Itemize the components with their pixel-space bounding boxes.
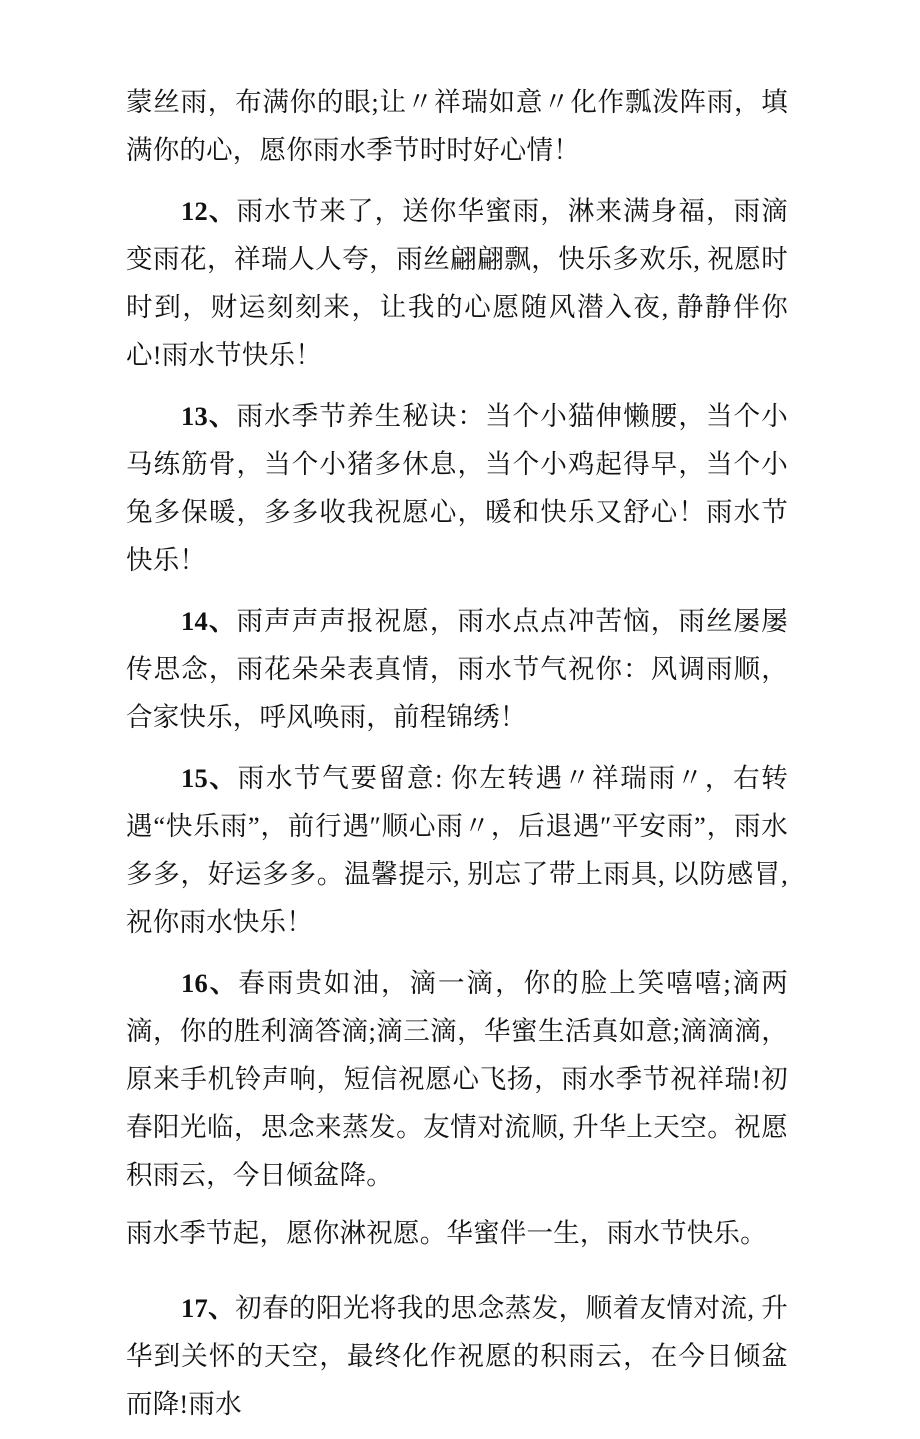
paragraph-text: 蒙丝雨，布满你的眼;让〃祥瑞如意〃化作瓢泼阵雨，填满你的心，愿你雨水季节时时好心情！: [126, 87, 788, 165]
paragraph-15: [126, 754, 788, 946]
paragraph-number-17: 17、: [181, 1293, 236, 1323]
document-text-body: [126, 78, 788, 1439]
paragraph-spacer: [126, 1268, 788, 1284]
paragraph-13: [126, 392, 788, 584]
paragraph-number-14: 14、: [181, 606, 237, 636]
paragraph-number-16: 16、: [181, 968, 239, 998]
paragraph-text: 雨水节气要留意: 你左转遇〃祥瑞雨〃，右转遇“快乐雨”，前行遇″顺心雨〃，后退遇″平安雨”，雨水多多，好运多多。温馨提示, 别忘了带上雨具, 以防感冒, 祝你雨水快乐！: [126, 763, 788, 937]
paragraph-16-continuation: [126, 1209, 788, 1257]
paragraph-continuation: [126, 78, 788, 174]
paragraph-number-12: 12、: [181, 196, 237, 226]
paragraph-12: [126, 187, 788, 379]
paragraph-17: [126, 1284, 788, 1428]
paragraph-14: [126, 597, 788, 741]
paragraph-text: 雨水季节养生秘诀：当个小猫伸懒腰，当个小马练筋骨，当个小猪多休息，当个小鸡起得早，当个小兔多保暖，多多收我祝愿心，暖和快乐又舒心！雨水节快乐！: [126, 401, 788, 575]
paragraph-number-13: 13、: [181, 401, 237, 431]
paragraph-text: 雨水节来了，送你华蜜雨，淋来满身福，雨滴变雨花，祥瑞人人夸，雨丝翩翩飘，快乐多欢乐, 祝愿时时到，财运刻刻来，让我的心愿随风潜入夜, 静静伴你心!雨水节快乐！: [126, 196, 788, 370]
paragraph-text: 初春的阳光将我的思念蒸发，顺着友情对流, 升华到关怀的天空，最终化作祝愿的积雨云，在今日倾盆而降!雨水: [126, 1293, 788, 1419]
paragraph-16: [126, 959, 788, 1199]
paragraph-text: 雨水季节起，愿你淋祝愿。华蜜伴一生，雨水节快乐。: [126, 1218, 767, 1248]
paragraph-number-15: 15、: [181, 763, 238, 793]
paragraph-text: 春雨贵如油，滴一滴，你的脸上笑嘻嘻;滴两滴，你的胜利滴答滴;滴三滴，华蜜生活真如意;滴滴滴，原来手机铃声响，短信祝愿心飞扬，雨水季节祝祥瑞!初春阳光临，思念来蒸发。友情对流顺, 升华上天空。祝愿积雨云，今日倾盆降。: [126, 968, 788, 1190]
paragraph-text: 雨声声声报祝愿，雨水点点冲苦恼，雨丝屡屡传思念，雨花朵朵表真情，雨水节气祝你：风调雨顺，合家快乐，呼风唤雨，前程锦绣！: [126, 606, 788, 732]
